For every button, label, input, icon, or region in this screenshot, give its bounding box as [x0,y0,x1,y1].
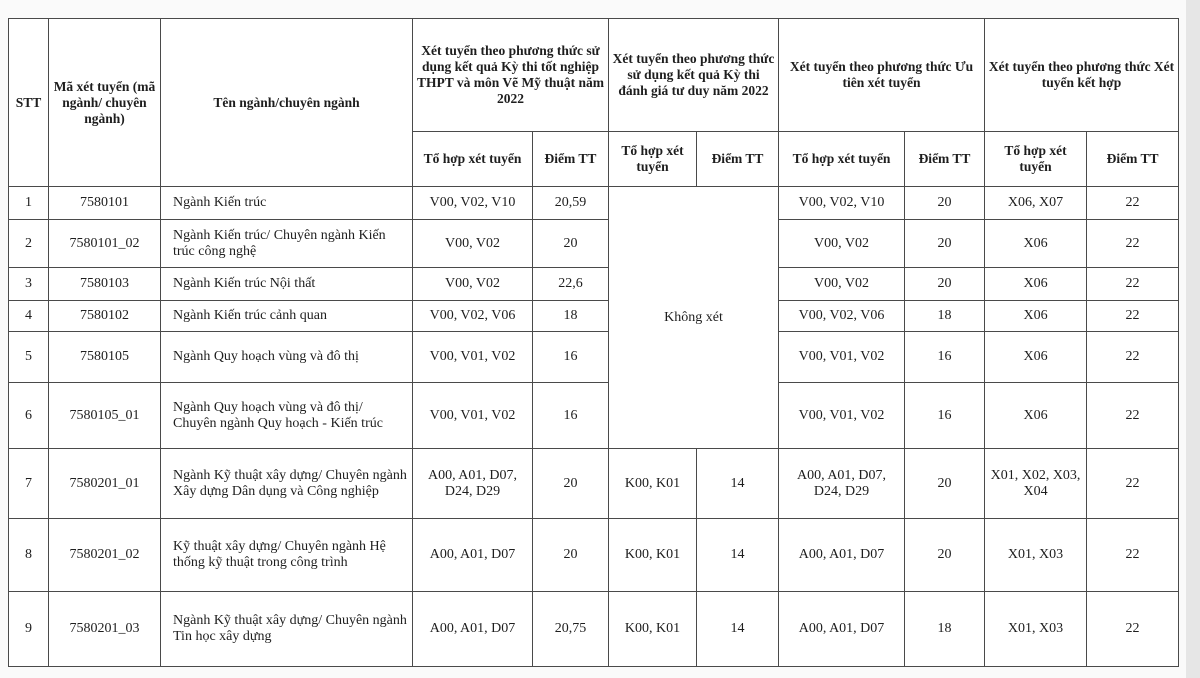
cell-ket-hop-score: 22 [1087,592,1179,667]
cell-thpt-combo: V00, V02, V10 [413,187,533,220]
cell-stt: 3 [9,268,49,301]
cell-name: Ngành Kỹ thuật xây dựng/ Chuyên ngành Tin học xây dựng [161,592,413,667]
cell-uu-tien-combo: V00, V02, V10 [779,187,905,220]
cell-ket-hop-score: 22 [1087,187,1179,220]
cell-code: 7580103 [49,268,161,301]
cell-name: Ngành Kiến trúc Nội thất [161,268,413,301]
cell-uu-tien-score: 16 [905,383,985,449]
cell-tu-duy-score: 14 [697,519,779,592]
cell-thpt-combo: A00, A01, D07 [413,592,533,667]
table-row [9,220,1179,268]
cell-code: 7580201_02 [49,519,161,592]
cell-tu-duy-combo: K00, K01 [609,592,697,667]
right-edge-strip [1186,0,1200,678]
cell-code: 7580102 [49,301,161,332]
table-row [9,187,1179,220]
subheader-combo: Tổ hợp xét tuyển [413,132,533,187]
cell-ket-hop-combo: X06 [985,332,1087,383]
cell-ket-hop-combo: X01, X02, X03, X04 [985,449,1087,519]
cell-khong-xet: Không xét [609,187,779,449]
cell-stt: 8 [9,519,49,592]
header-stt: STT [9,19,49,187]
cell-thpt-score: 20,75 [533,592,609,667]
cell-name: Ngành Quy hoạch vùng và đô thị [161,332,413,383]
table-row [9,301,1179,332]
cell-uu-tien-score: 20 [905,187,985,220]
table-row [9,332,1179,383]
cell-thpt-combo: V00, V02 [413,220,533,268]
cell-uu-tien-score: 18 [905,301,985,332]
cell-uu-tien-score: 20 [905,449,985,519]
cell-thpt-score: 18 [533,301,609,332]
cell-stt: 1 [9,187,49,220]
cell-tu-duy-score: 14 [697,449,779,519]
cell-thpt-score: 20 [533,220,609,268]
cell-thpt-score: 16 [533,383,609,449]
cell-code: 7580201_03 [49,592,161,667]
cell-ket-hop-combo: X06 [985,383,1087,449]
cell-ket-hop-score: 22 [1087,220,1179,268]
cell-thpt-combo: V00, V01, V02 [413,332,533,383]
cell-stt: 9 [9,592,49,667]
header-method-ket-hop: Xét tuyển theo phương thức Xét tuyển kết hợp [985,19,1179,132]
cell-thpt-combo: A00, A01, D07, D24, D29 [413,449,533,519]
cell-ket-hop-score: 22 [1087,383,1179,449]
table-row [9,449,1179,519]
cell-ket-hop-combo: X06 [985,220,1087,268]
cell-name: Ngành Kỹ thuật xây dựng/ Chuyên ngành Xây dựng Dân dụng và Công nghiệp [161,449,413,519]
cell-ket-hop-combo: X06, X07 [985,187,1087,220]
cell-uu-tien-combo: A00, A01, D07, D24, D29 [779,449,905,519]
cell-name: Kỹ thuật xây dựng/ Chuyên ngành Hệ thống kỹ thuật trong công trình [161,519,413,592]
admission-table [8,18,1179,667]
cell-uu-tien-combo: A00, A01, D07 [779,519,905,592]
header-method-uu-tien: Xét tuyển theo phương thức Ưu tiên xét tuyển [779,19,985,132]
cell-thpt-score: 22,6 [533,268,609,301]
cell-ket-hop-combo: X01, X03 [985,592,1087,667]
header-code: Mã xét tuyển (mã ngành/ chuyên ngành) [49,19,161,187]
cell-tu-duy-score: 14 [697,592,779,667]
cell-code: 7580105 [49,332,161,383]
cell-uu-tien-combo: V00, V02 [779,268,905,301]
cell-uu-tien-score: 20 [905,519,985,592]
cell-code: 7580101_02 [49,220,161,268]
subheader-score: Điểm TT [697,132,779,187]
cell-code: 7580101 [49,187,161,220]
table-row [9,268,1179,301]
cell-ket-hop-score: 22 [1087,449,1179,519]
cell-code: 7580201_01 [49,449,161,519]
cell-ket-hop-score: 22 [1087,332,1179,383]
cell-name: Ngành Kiến trúc cảnh quan [161,301,413,332]
cell-uu-tien-score: 18 [905,592,985,667]
table-row [9,383,1179,449]
cell-ket-hop-score: 22 [1087,301,1179,332]
cell-uu-tien-combo: A00, A01, D07 [779,592,905,667]
subheader-score: Điểm TT [533,132,609,187]
cell-thpt-combo: V00, V01, V02 [413,383,533,449]
table-row [9,592,1179,667]
cell-ket-hop-score: 22 [1087,268,1179,301]
cell-ket-hop-combo: X01, X03 [985,519,1087,592]
subheader-score: Điểm TT [905,132,985,187]
cell-stt: 7 [9,449,49,519]
cell-stt: 5 [9,332,49,383]
subheader-combo: Tổ hợp xét tuyển [779,132,905,187]
cell-thpt-score: 20 [533,449,609,519]
cell-thpt-combo: A00, A01, D07 [413,519,533,592]
subheader-combo: Tổ hợp xét tuyển [609,132,697,187]
cell-stt: 6 [9,383,49,449]
cell-uu-tien-combo: V00, V01, V02 [779,332,905,383]
cell-ket-hop-score: 22 [1087,519,1179,592]
cell-name: Ngành Kiến trúc/ Chuyên ngành Kiến trúc công nghệ [161,220,413,268]
cell-thpt-combo: V00, V02 [413,268,533,301]
cell-uu-tien-combo: V00, V02 [779,220,905,268]
cell-uu-tien-score: 20 [905,268,985,301]
cell-ket-hop-combo: X06 [985,268,1087,301]
cell-stt: 4 [9,301,49,332]
cell-thpt-combo: V00, V02, V06 [413,301,533,332]
cell-code: 7580105_01 [49,383,161,449]
cell-uu-tien-score: 16 [905,332,985,383]
subheader-score: Điểm TT [1087,132,1179,187]
header-row [9,19,1179,132]
header-name: Tên ngành/chuyên ngành [161,19,413,187]
cell-name: Ngành Kiến trúc [161,187,413,220]
cell-tu-duy-combo: K00, K01 [609,449,697,519]
cell-thpt-score: 20,59 [533,187,609,220]
cell-stt: 2 [9,220,49,268]
table-row [9,519,1179,592]
cell-thpt-score: 20 [533,519,609,592]
cell-uu-tien-combo: V00, V01, V02 [779,383,905,449]
cell-ket-hop-combo: X06 [985,301,1087,332]
subheader-combo: Tổ hợp xét tuyển [985,132,1087,187]
cell-name: Ngành Quy hoạch vùng và đô thị/ Chuyên ngành Quy hoạch - Kiến trúc [161,383,413,449]
cell-uu-tien-combo: V00, V02, V06 [779,301,905,332]
header-method-tu-duy: Xét tuyển theo phương thức sử dụng kết quả Kỳ thi đánh giá tư duy năm 2022 [609,19,779,132]
cell-thpt-score: 16 [533,332,609,383]
cell-uu-tien-score: 20 [905,220,985,268]
header-method-thpt: Xét tuyển theo phương thức sử dụng kết quả Kỳ thi tốt nghiệp THPT và môn Vẽ Mỹ thuật năm 2022 [413,19,609,132]
cell-tu-duy-combo: K00, K01 [609,519,697,592]
